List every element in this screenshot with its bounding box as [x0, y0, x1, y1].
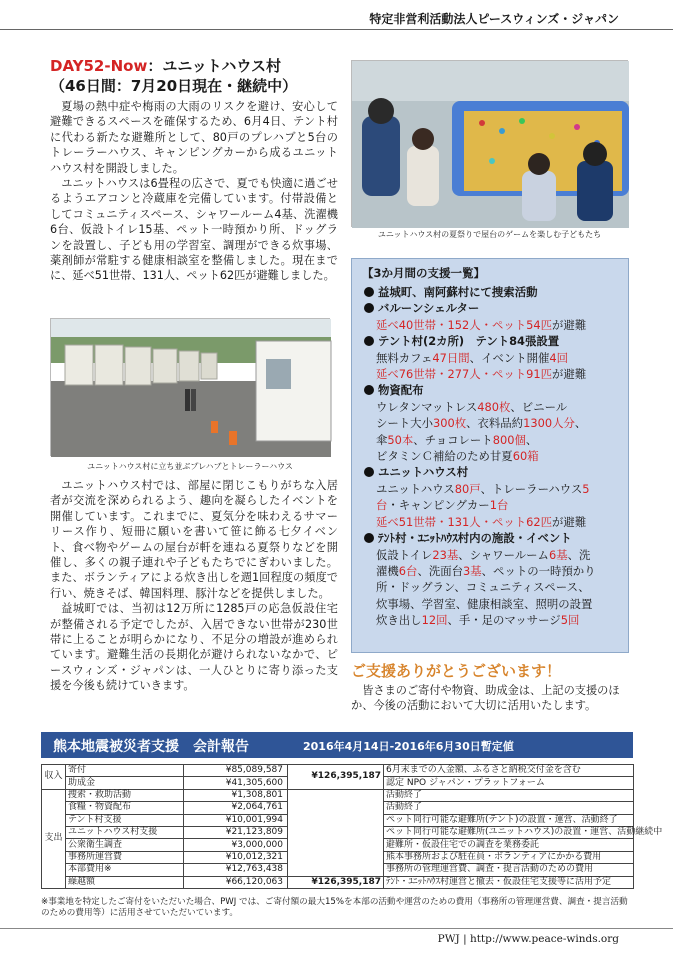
- row-note: ペット同行可能な避難所(ユニットハウス)の設置・運営、活動継続中: [384, 826, 634, 838]
- summary-detail-segment: 傘: [376, 432, 388, 447]
- row-note: 活動終了: [384, 802, 634, 814]
- paragraph-4: 益城町では、当初は12万所に1285戸の応急仮設住宅が整備される予定でしたが、入居できない世帯が230世帯に上ることが明らかになり、不足分の増設が進められています。避難生活の長期化が避けられないなかで、ピースウィンズ・ジャパンは、一人ひとりに寄り添った支援を今後も続けていきます。: [50, 602, 338, 693]
- summary-item: [362, 464, 618, 530]
- thanks-block: [351, 660, 631, 714]
- summary-detail-segment: 1300人分: [523, 416, 575, 431]
- summary-detail-segment: が避難: [552, 514, 587, 529]
- row-note: ペット同行可能な避難所(テント)の設置・運営、活動終了: [384, 814, 634, 826]
- summary-detail-segment: 5: [582, 481, 590, 496]
- summary-item-detail: [362, 497, 618, 513]
- summary-detail-segment: 6台: [398, 563, 418, 578]
- summary-item-heading: [362, 284, 618, 300]
- section-subtitle: （46日間：7月20日現在・継続中）: [50, 77, 298, 95]
- summary-detail-segment: ・キャンピングカー: [387, 498, 490, 513]
- summary-item-title: テント村(2カ所) テント84張設置: [378, 334, 560, 349]
- summary-item-detail: [362, 350, 618, 366]
- summary-detail-segment: ウレタンマットレス: [376, 399, 478, 414]
- row-item: 助成金: [66, 777, 184, 789]
- expense-label: 支出: [42, 789, 66, 888]
- photo-festival-image: [352, 61, 629, 228]
- summary-item-detail: [362, 481, 618, 497]
- summary-item-heading: [362, 382, 618, 398]
- page-footer: [0, 928, 673, 948]
- summary-title: 【3か月間の支援一覧】: [362, 266, 486, 280]
- summary-detail-segment: 5回: [560, 613, 580, 628]
- summary-detail-segment: が避難: [552, 367, 587, 382]
- income-total: ¥126,395,187: [288, 765, 384, 790]
- summary-detail-segment: 濯機: [376, 563, 399, 578]
- row-amount: ¥12,763,438: [184, 864, 288, 876]
- summary-detail-segment: 47日間: [432, 350, 470, 365]
- report-header: [41, 732, 633, 758]
- row-amount: ¥10,012,321: [184, 851, 288, 863]
- summary-list: [362, 284, 618, 629]
- section-title-text: ：ユニットハウス村: [147, 57, 281, 75]
- expense-total-spacer: [288, 789, 384, 876]
- summary-item-title: バルーンシェルター: [378, 301, 480, 316]
- paragraph-3: ユニットハウス村では、部屋に閉じこもりがちな入居者が交流を深められるよう、趣向を凝らしたイベントを開催しています。これまでに、夏気分を味わえるサマーリース作り、短冊に願いを書いて笹に飾る七夕イベント、食べ物やゲームの屋台が軒を連ねる夏祭りなどを開催し、多くの親子連れや子どもたちでにぎわいました。また、ボランティアによる炊き出しを週1回程度の頻度で行い、焼きそば、韓国料理、豚汁などを提供しました。: [50, 479, 338, 600]
- summary-detail-segment: 炊き出し: [376, 613, 422, 628]
- financial-table: [41, 764, 663, 889]
- row-note: 熊本事務所および駐在員・ボランティアにかかる費用: [384, 851, 634, 863]
- row-note: 6月末までの入金額、ふるさと納税交付金を含む: [384, 765, 634, 777]
- summary-detail-segment: 12回: [421, 613, 448, 628]
- bullet-icon: [364, 336, 374, 346]
- section-title: [50, 56, 338, 76]
- summary-detail-segment: 、洗面台: [417, 563, 464, 578]
- summary-item-title: 物資配布: [378, 383, 424, 398]
- summary-detail-segment: 800個: [492, 432, 526, 447]
- summary-item-title: 益城町、南阿蘇村にて捜索活動: [378, 285, 538, 299]
- row-amount: ¥2,064,761: [184, 802, 288, 814]
- photo-unit-houses-image: [51, 319, 331, 457]
- report-footnote: ※事業地を特定したご寄付をいただいた場合、PWJ では、ご寄付額の最大15%を本部の活動や運営のための費用（事務所の管理運営費、調査・提言活動のための費用等）に活用させていただいています。: [41, 897, 628, 918]
- report-period: 2016年4月14日-2016年6月30日暫定値: [303, 740, 514, 753]
- summary-detail-segment: ユニットハウス: [376, 481, 455, 496]
- expense-row: [42, 789, 634, 801]
- summary-detail-segment: 4回: [549, 350, 569, 365]
- bullet-icon: [364, 533, 374, 543]
- row-amount: ¥1,308,801: [184, 789, 288, 801]
- row-amount: ¥10,001,994: [184, 814, 288, 826]
- summary-item-heading: [362, 333, 618, 349]
- summary-detail-segment: 炊事場、学習室、健康相談室、照明の設置: [376, 596, 593, 611]
- org-header: [0, 6, 673, 30]
- income-row: [42, 765, 634, 777]
- summary-detail-segment: 80戸: [454, 481, 481, 496]
- summary-item-title: ﾃﾝﾄ村・ﾕﾆｯﾄﾊｳｽ村内の施設・イベント: [378, 531, 572, 546]
- summary-detail-segment: 480枚: [477, 399, 511, 414]
- expense-total: ¥126,395,187: [288, 876, 384, 888]
- row-note: 避難所・仮設住宅での調査を業務委託: [384, 839, 634, 851]
- summary-item-detail: [362, 317, 618, 333]
- article-column: [50, 56, 338, 284]
- row-item: 寄付: [66, 765, 184, 777]
- summary-item-detail: [362, 432, 618, 448]
- summary-detail-segment: 、イベント開催: [469, 350, 550, 365]
- summary-detail-segment: 延べ76世帯・277人・ペット91匹: [376, 367, 553, 382]
- row-note: 認定 NPO ジャパン・プラットフォーム: [384, 777, 634, 789]
- summary-detail-segment: 1台: [489, 498, 509, 513]
- support-summary-box: [351, 258, 629, 653]
- summary-detail-segment: 3基: [463, 563, 482, 578]
- summary-item-title: ユニットハウス村: [378, 465, 469, 480]
- summary-detail-segment: 仮設トイレ: [376, 547, 433, 562]
- income-label: 収入: [42, 765, 66, 790]
- bullet-icon: [364, 467, 374, 477]
- row-amount: ¥21,123,809: [184, 826, 288, 838]
- summary-detail-segment: 延べ40世帯・152人・ペット54匹: [376, 317, 553, 332]
- row-item: 公衆衛生調査: [66, 839, 184, 851]
- summary-detail-segment: 、衣料品約: [466, 416, 524, 431]
- row-item: 本部費用※: [66, 864, 184, 876]
- row-item: ユニットハウス村支援: [66, 826, 184, 838]
- summary-item-heading: [362, 530, 618, 546]
- expense-row: [42, 876, 634, 888]
- caption-festival: ユニットハウス村の夏祭りで屋台のゲームを楽しむ子どもたち: [377, 230, 602, 239]
- summary-item-detail: [362, 596, 618, 612]
- summary-detail-segment: ビタミンＣ補給のため甘夏: [376, 449, 513, 464]
- row-item: 事務所運営費: [66, 851, 184, 863]
- summary-detail-segment: が避難: [552, 317, 587, 332]
- footer-text: PWJ | http://www.peace-winds.org: [437, 933, 619, 945]
- summary-item: [362, 300, 618, 333]
- row-item: 繰越額: [66, 876, 184, 888]
- row-amount: ¥85,089,587: [184, 765, 288, 777]
- photo-festival: [351, 60, 628, 227]
- row-amount: ¥3,000,000: [184, 839, 288, 851]
- row-amount: ¥41,305,600: [184, 777, 288, 789]
- row-item: 捜索・救助活動: [66, 789, 184, 801]
- summary-item-detail: [362, 448, 618, 464]
- paragraph-2: ユニットハウスは6畳程の広さで、夏でも快適に過ごせるようエアコンと冷蔵庫を完備しています。付帯設備としてコミュニティスペース、シャワールーム4基、洗濯機6台、仮設トイレ15基、ペット一時預かり所、ドッグランを設置し、子ども用の学習室、調理ができる炊事場、薬剤師が常駐する健康相談室を整備しました。現在までに、延べ51世帯、131人、ペット62匹が避難しました。: [50, 177, 338, 283]
- summary-detail-segment: 、ペットの一時預かり: [481, 563, 596, 578]
- summary-item-detail: [362, 547, 618, 563]
- row-note: ﾃﾝﾄ・ﾕﾆｯﾄﾊｳｽ村運営と撤去・仮設住宅支援等に活用予定: [384, 876, 634, 888]
- summary-detail-segment: 、ビニール: [510, 399, 568, 414]
- bullet-icon: [364, 385, 374, 395]
- summary-item-detail: [362, 579, 618, 595]
- summary-item-detail: [362, 563, 618, 579]
- summary-detail-segment: 50本: [387, 432, 414, 447]
- article-column-lower: [50, 478, 338, 694]
- summary-item: [362, 333, 618, 382]
- summary-item-detail: [362, 399, 618, 415]
- summary-detail-segment: 、トレーラーハウス: [480, 481, 583, 496]
- summary-detail-segment: 延べ51世帯・131人・ペット62匹: [376, 514, 553, 529]
- org-name: 特定非営利活動法人ピースウィンズ・ジャパン: [369, 12, 619, 26]
- report-title: 熊本地震被災者支援 会計報告: [53, 739, 249, 755]
- bullet-icon: [364, 303, 374, 313]
- section-title-day: DAY52-Now: [50, 57, 148, 75]
- summary-detail-segment: 300枚: [432, 416, 467, 431]
- summary-item: [362, 530, 618, 628]
- summary-detail-segment: 、チョコレート: [413, 432, 493, 447]
- summary-item-detail: [362, 514, 618, 530]
- bullet-icon: [364, 287, 374, 297]
- summary-item-detail: [362, 366, 618, 382]
- summary-item: [362, 284, 618, 300]
- summary-detail-segment: シート大小: [376, 416, 433, 431]
- summary-detail-segment: 台: [376, 498, 388, 513]
- summary-item-detail: [362, 612, 618, 628]
- photo-unit-houses: [50, 318, 330, 456]
- summary-item-heading: [362, 464, 618, 480]
- row-amount: ¥66,120,063: [184, 876, 288, 888]
- summary-detail-segment: 、洗: [567, 547, 591, 562]
- row-item: テント村支援: [66, 814, 184, 826]
- summary-detail-segment: 23基: [432, 547, 459, 562]
- summary-detail-segment: 所・ドッグラン、コミュニティスペース、: [376, 580, 590, 595]
- summary-detail-segment: 、手・足のマッサージ: [447, 613, 561, 628]
- thanks-title: ご支援ありがとうございます！: [351, 662, 562, 680]
- caption-unit-houses: ユニットハウス村に立ち並ぶプレハブとトレーラーハウス: [87, 462, 293, 471]
- summary-detail-segment: 6基: [548, 547, 568, 562]
- row-note: 事務所の管理運営費、調査・提言活動のための費用: [384, 864, 634, 876]
- row-note: 活動終了: [384, 789, 634, 801]
- paragraph-1: 夏場の熱中症や梅雨の大雨のリスクを避け、安心して避難できるスペースを確保するため、6月4日、テント村に代わる新たな避難所として、80戸のプレハブと5台のトレーラーハウス、キャンピングカーから成るユニットハウス村を開設しました。: [50, 100, 338, 175]
- summary-item-heading: [362, 300, 618, 316]
- thanks-text: 皆さまのご寄付や物資、助成金は、上記の支援のほか、今後の活動において大切に活用いたします。: [351, 684, 620, 713]
- row-item: 食糧・物資配布: [66, 802, 184, 814]
- summary-detail-segment: 無料カフェ: [376, 350, 433, 365]
- summary-detail-segment: 、シャワールーム: [458, 547, 549, 562]
- summary-detail-segment: 、: [574, 416, 587, 431]
- summary-item-detail: [362, 415, 618, 431]
- summary-item: [362, 382, 618, 464]
- summary-detail-segment: 、: [525, 432, 538, 447]
- summary-detail-segment: 60箱: [512, 449, 539, 464]
